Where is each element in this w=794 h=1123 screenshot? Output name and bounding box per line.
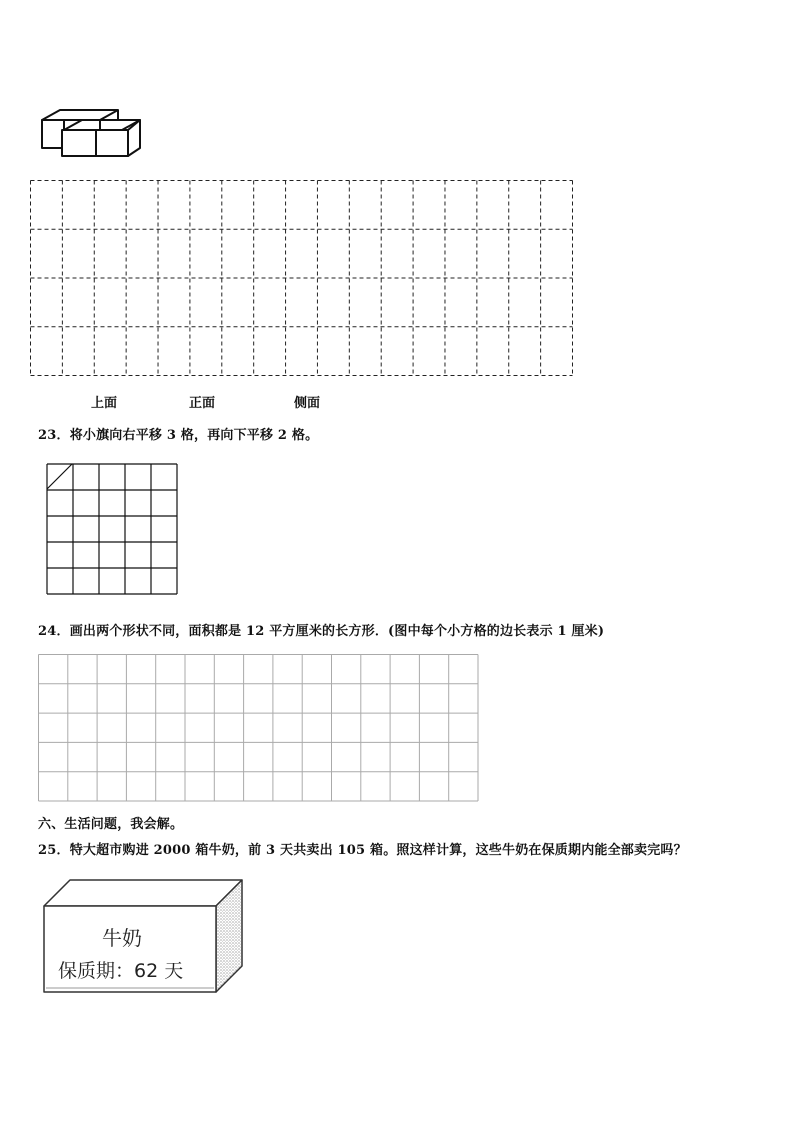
question-25-text: 25．特大超市购进 2000 箱牛奶，前 3 天共卖出 105 箱。照这样计算，这些牛奶在保质期内能全部卖完吗？ xyxy=(38,843,687,858)
view-label-front: 正面 xyxy=(189,396,216,411)
view-label-side: 侧面 xyxy=(294,396,321,411)
milk-box-shelf-life: 保质期：62 天 xyxy=(58,960,184,982)
views-dashed-grid xyxy=(30,180,573,376)
stacked-cubes-figure xyxy=(38,104,148,160)
dashed-grid-lines xyxy=(30,180,573,376)
section-6-title: 六、生活问题，我会解。 xyxy=(38,817,184,832)
question-24-text: 24．画出两个形状不同，面积都是 12 平方厘米的长方形．(图中每个小方格的边长表示 1 厘米) xyxy=(38,624,605,639)
milk-box-label: 牛奶 xyxy=(102,926,142,950)
rectangle-drawing-grid xyxy=(38,654,480,802)
question-23-text: 23．将小旗向右平移 3 格，再向下平移 2 格。 xyxy=(38,428,319,443)
flag-translation-grid xyxy=(46,463,178,595)
flag-icon xyxy=(47,464,72,489)
view-label-top: 上面 xyxy=(91,396,118,411)
